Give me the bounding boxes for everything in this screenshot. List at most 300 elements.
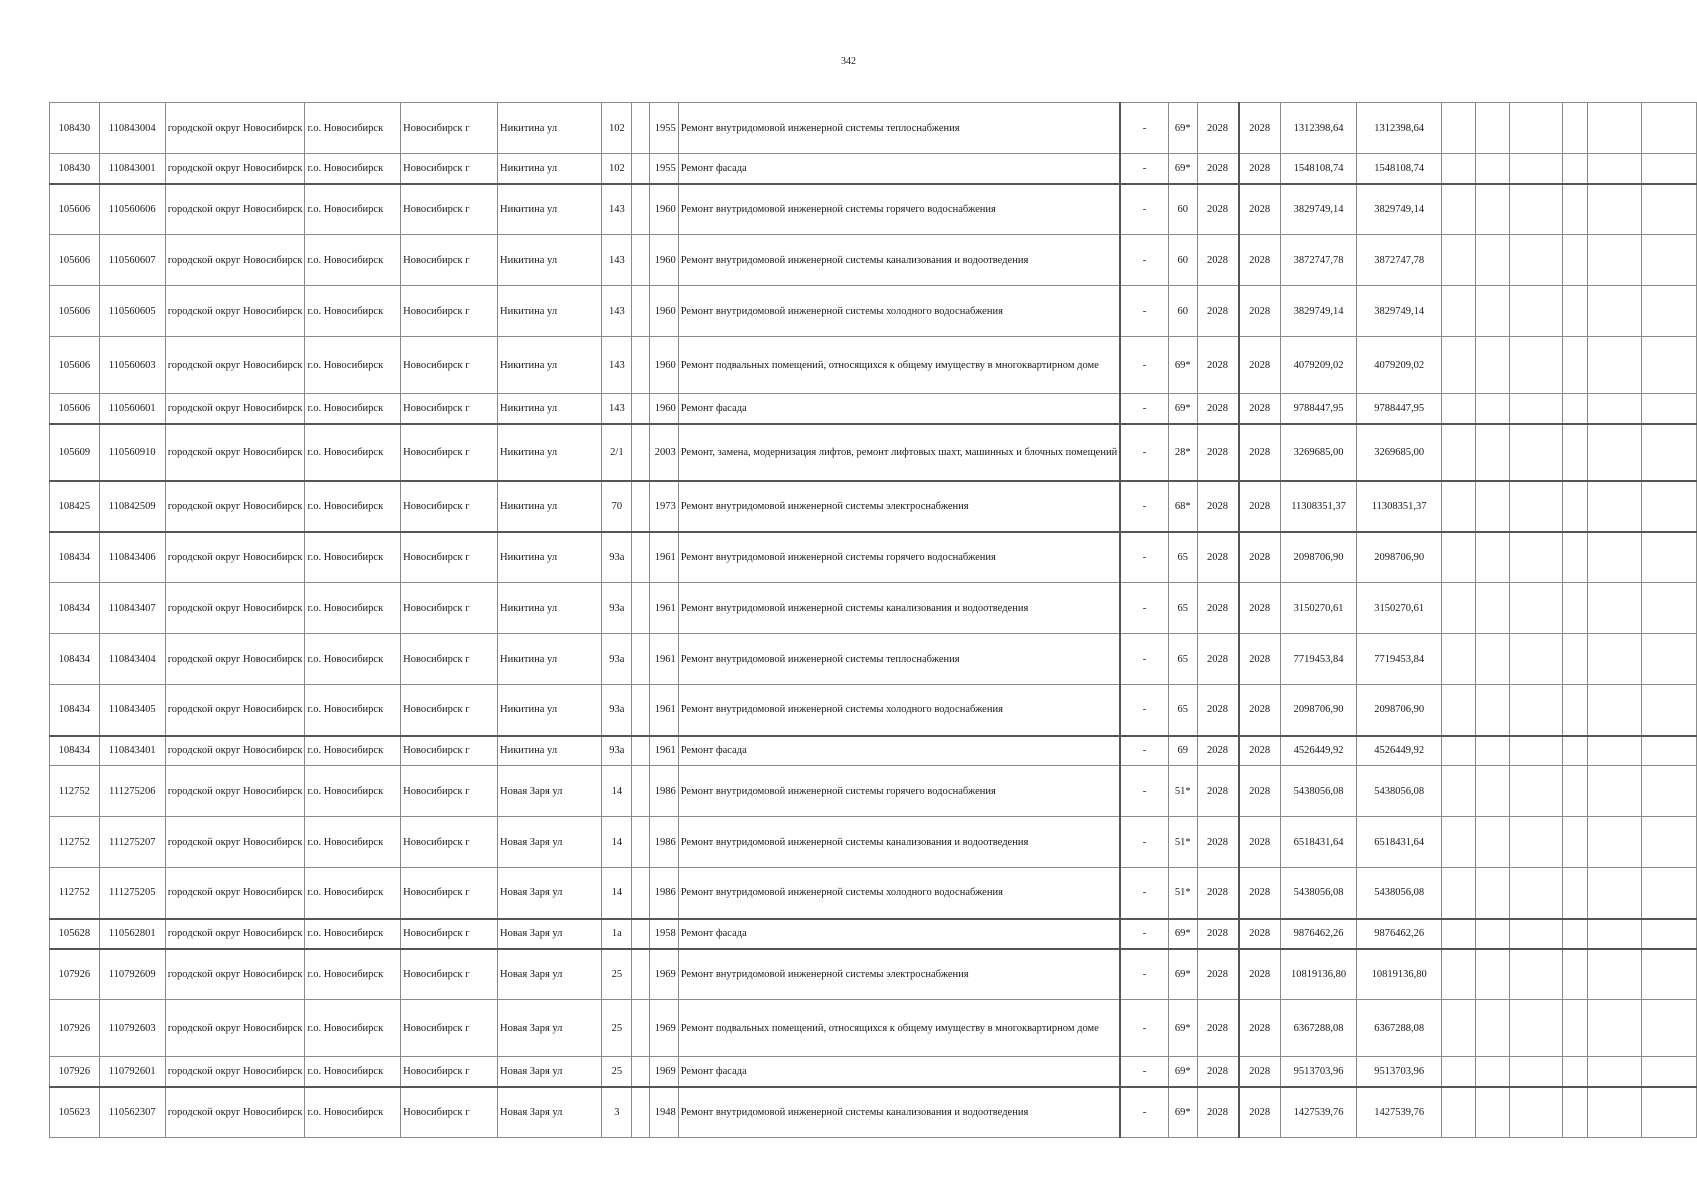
cell-c7: 3	[602, 1087, 632, 1138]
cell-c3: городской округ Новосибирск	[165, 1057, 305, 1087]
cell-c4: г.о. Новосибирск	[305, 868, 401, 919]
cell-empty	[1642, 337, 1697, 394]
cell-c16: 1312398,64	[1357, 103, 1441, 154]
table-row	[50, 154, 1697, 184]
cell-c10: Ремонт фасада	[678, 1057, 1120, 1087]
cell-c4: г.о. Новосибирск	[305, 235, 401, 286]
cell-c7: 14	[602, 817, 632, 868]
cell-c3: городской округ Новосибирск	[165, 184, 305, 235]
cell-c2: 111275207	[99, 817, 165, 868]
cell-empty	[1642, 235, 1697, 286]
cell-empty	[1562, 1000, 1587, 1057]
cell-c8	[632, 868, 650, 919]
cell-c13: 2028	[1197, 394, 1239, 424]
cell-empty	[1562, 736, 1587, 766]
cell-c11: -	[1120, 103, 1168, 154]
cell-empty	[1642, 766, 1697, 817]
cell-empty	[1562, 286, 1587, 337]
cell-c11: -	[1120, 1087, 1168, 1138]
cell-c11: -	[1120, 394, 1168, 424]
cell-c1: 108430	[50, 103, 100, 154]
cell-c1: 108434	[50, 736, 100, 766]
cell-c14: 2028	[1239, 1000, 1281, 1057]
cell-empty	[1642, 481, 1697, 532]
cell-c16: 3150270,61	[1357, 583, 1441, 634]
cell-empty	[1441, 1087, 1475, 1138]
cell-empty	[1562, 235, 1587, 286]
cell-c12: 69*	[1168, 337, 1197, 394]
cell-empty	[1562, 103, 1587, 154]
cell-empty	[1587, 685, 1641, 736]
cell-empty	[1562, 1057, 1587, 1087]
cell-c5: Новосибирск г	[401, 532, 498, 583]
cell-c7: 143	[602, 394, 632, 424]
cell-c1: 112752	[50, 766, 100, 817]
cell-c6: Никитина ул	[498, 394, 602, 424]
cell-c9: 1961	[650, 685, 679, 736]
cell-empty	[1475, 1057, 1509, 1087]
cell-c4: г.о. Новосибирск	[305, 481, 401, 532]
cell-c3: городской округ Новосибирск	[165, 736, 305, 766]
cell-c11: -	[1120, 766, 1168, 817]
cell-empty	[1642, 685, 1697, 736]
cell-c13: 2028	[1197, 424, 1239, 481]
cell-c16: 10819136,80	[1357, 949, 1441, 1000]
cell-empty	[1587, 817, 1641, 868]
cell-c1: 105606	[50, 394, 100, 424]
cell-c10: Ремонт внутридомовой инженерной системы теплоснабжения	[678, 103, 1120, 154]
cell-c2: 110843001	[99, 154, 165, 184]
cell-c15: 5438056,08	[1280, 868, 1357, 919]
cell-empty	[1587, 532, 1641, 583]
cell-c3: городской округ Новосибирск	[165, 919, 305, 949]
cell-empty	[1562, 481, 1587, 532]
cell-empty	[1441, 736, 1475, 766]
cell-c11: -	[1120, 1000, 1168, 1057]
cell-empty	[1587, 235, 1641, 286]
cell-c7: 70	[602, 481, 632, 532]
cell-c8	[632, 949, 650, 1000]
cell-c14: 2028	[1239, 736, 1281, 766]
cell-empty	[1475, 736, 1509, 766]
cell-c12: 28*	[1168, 424, 1197, 481]
table-row	[50, 685, 1697, 736]
cell-c1: 105606	[50, 337, 100, 394]
cell-c2: 110792601	[99, 1057, 165, 1087]
cell-c10: Ремонт внутридомовой инженерной системы канализования и водоотведения	[678, 583, 1120, 634]
cell-c3: городской округ Новосибирск	[165, 685, 305, 736]
cell-c12: 65	[1168, 685, 1197, 736]
cell-c7: 25	[602, 1057, 632, 1087]
cell-c12: 51*	[1168, 868, 1197, 919]
cell-c8	[632, 286, 650, 337]
cell-c12: 65	[1168, 583, 1197, 634]
cell-empty	[1441, 766, 1475, 817]
cell-c10: Ремонт внутридомовой инженерной системы электроснабжения	[678, 481, 1120, 532]
cell-c3: городской округ Новосибирск	[165, 103, 305, 154]
table-row	[50, 817, 1697, 868]
cell-c16: 1427539,76	[1357, 1087, 1441, 1138]
cell-c15: 9876462,26	[1280, 919, 1357, 949]
cell-c5: Новосибирск г	[401, 1087, 498, 1138]
cell-c6: Никитина ул	[498, 103, 602, 154]
cell-empty	[1587, 634, 1641, 685]
cell-empty	[1475, 103, 1509, 154]
cell-empty	[1562, 154, 1587, 184]
cell-c6: Новая Заря ул	[498, 1000, 602, 1057]
cell-c10: Ремонт подвальных помещений, относящихся к общему имуществу в многоквартирном доме	[678, 337, 1120, 394]
cell-c14: 2028	[1239, 949, 1281, 1000]
cell-c3: городской округ Новосибирск	[165, 337, 305, 394]
table-row	[50, 949, 1697, 1000]
cell-empty	[1587, 583, 1641, 634]
cell-c6: Никитина ул	[498, 481, 602, 532]
cell-c2: 110560601	[99, 394, 165, 424]
cell-c12: 69	[1168, 736, 1197, 766]
cell-empty	[1509, 583, 1562, 634]
cell-empty	[1475, 235, 1509, 286]
cell-c13: 2028	[1197, 736, 1239, 766]
cell-c10: Ремонт, замена, модернизация лифтов, ремонт лифтовых шахт, машинных и блочных помещений	[678, 424, 1120, 481]
cell-c1: 108434	[50, 634, 100, 685]
cell-empty	[1441, 949, 1475, 1000]
cell-empty	[1441, 919, 1475, 949]
cell-c1: 108430	[50, 154, 100, 184]
cell-c9: 1955	[650, 103, 679, 154]
cell-c5: Новосибирск г	[401, 868, 498, 919]
cell-c11: -	[1120, 685, 1168, 736]
cell-empty	[1509, 235, 1562, 286]
cell-c1: 108434	[50, 583, 100, 634]
cell-c12: 51*	[1168, 817, 1197, 868]
cell-c7: 93а	[602, 634, 632, 685]
cell-c12: 51*	[1168, 766, 1197, 817]
cell-c16: 4526449,92	[1357, 736, 1441, 766]
cell-c6: Новая Заря ул	[498, 817, 602, 868]
cell-c10: Ремонт подвальных помещений, относящихся к общему имуществу в многоквартирном доме	[678, 1000, 1120, 1057]
cell-c3: городской округ Новосибирск	[165, 235, 305, 286]
cell-c15: 4079209,02	[1280, 337, 1357, 394]
cell-c5: Новосибирск г	[401, 736, 498, 766]
cell-c7: 102	[602, 154, 632, 184]
cell-c3: городской округ Новосибирск	[165, 286, 305, 337]
cell-c11: -	[1120, 634, 1168, 685]
cell-empty	[1441, 103, 1475, 154]
cell-c13: 2028	[1197, 868, 1239, 919]
cell-c1: 108425	[50, 481, 100, 532]
cell-empty	[1441, 286, 1475, 337]
cell-empty	[1441, 154, 1475, 184]
page-number: 342	[841, 56, 856, 67]
cell-empty	[1587, 766, 1641, 817]
cell-c13: 2028	[1197, 634, 1239, 685]
cell-c14: 2028	[1239, 1057, 1281, 1087]
cell-c13: 2028	[1197, 1087, 1239, 1138]
cell-empty	[1642, 184, 1697, 235]
cell-c6: Никитина ул	[498, 337, 602, 394]
cell-c4: г.о. Новосибирск	[305, 532, 401, 583]
cell-empty	[1509, 154, 1562, 184]
cell-empty	[1509, 1087, 1562, 1138]
cell-c8	[632, 1087, 650, 1138]
cell-c2: 110562307	[99, 1087, 165, 1138]
cell-c12: 60	[1168, 235, 1197, 286]
cell-c14: 2028	[1239, 868, 1281, 919]
cell-c8	[632, 424, 650, 481]
cell-empty	[1475, 481, 1509, 532]
cell-c11: -	[1120, 736, 1168, 766]
cell-empty	[1642, 817, 1697, 868]
cell-c9: 2003	[650, 424, 679, 481]
cell-empty	[1509, 337, 1562, 394]
cell-empty	[1509, 103, 1562, 154]
cell-empty	[1509, 736, 1562, 766]
cell-c8	[632, 685, 650, 736]
cell-empty	[1475, 868, 1509, 919]
cell-c9: 1961	[650, 583, 679, 634]
cell-empty	[1642, 949, 1697, 1000]
cell-empty	[1509, 766, 1562, 817]
cell-c9: 1948	[650, 1087, 679, 1138]
table-row	[50, 1087, 1697, 1138]
cell-c8	[632, 766, 650, 817]
cell-c12: 65	[1168, 532, 1197, 583]
cell-c15: 2098706,90	[1280, 685, 1357, 736]
cell-c14: 2028	[1239, 103, 1281, 154]
cell-empty	[1642, 919, 1697, 949]
cell-c15: 3829749,14	[1280, 286, 1357, 337]
cell-c2: 110843004	[99, 103, 165, 154]
cell-c8	[632, 583, 650, 634]
cell-empty	[1441, 481, 1475, 532]
cell-c9: 1961	[650, 532, 679, 583]
cell-empty	[1441, 868, 1475, 919]
cell-c14: 2028	[1239, 184, 1281, 235]
table-row	[50, 766, 1697, 817]
cell-c16: 9876462,26	[1357, 919, 1441, 949]
cell-empty	[1587, 736, 1641, 766]
cell-c5: Новосибирск г	[401, 583, 498, 634]
cell-c3: городской округ Новосибирск	[165, 424, 305, 481]
cell-c7: 93а	[602, 685, 632, 736]
cell-c2: 110843401	[99, 736, 165, 766]
cell-c8	[632, 184, 650, 235]
table-row	[50, 394, 1697, 424]
cell-empty	[1642, 1057, 1697, 1087]
cell-empty	[1475, 286, 1509, 337]
cell-c8	[632, 103, 650, 154]
cell-empty	[1441, 583, 1475, 634]
cell-c5: Новосибирск г	[401, 481, 498, 532]
cell-c9: 1969	[650, 949, 679, 1000]
cell-empty	[1642, 103, 1697, 154]
cell-c1: 107926	[50, 1000, 100, 1057]
cell-c1: 105623	[50, 1087, 100, 1138]
cell-empty	[1587, 868, 1641, 919]
cell-c7: 143	[602, 286, 632, 337]
cell-c3: городской округ Новосибирск	[165, 949, 305, 1000]
cell-c4: г.о. Новосибирск	[305, 184, 401, 235]
cell-empty	[1509, 1000, 1562, 1057]
cell-c14: 2028	[1239, 235, 1281, 286]
cell-c11: -	[1120, 919, 1168, 949]
cell-c7: 14	[602, 868, 632, 919]
cell-empty	[1562, 634, 1587, 685]
cell-c9: 1973	[650, 481, 679, 532]
cell-c11: -	[1120, 868, 1168, 919]
cell-empty	[1587, 919, 1641, 949]
cell-c8	[632, 919, 650, 949]
cell-c8	[632, 736, 650, 766]
cell-empty	[1587, 424, 1641, 481]
cell-c16: 5438056,08	[1357, 766, 1441, 817]
table-row	[50, 868, 1697, 919]
cell-c2: 110792603	[99, 1000, 165, 1057]
cell-c12: 68*	[1168, 481, 1197, 532]
cell-c4: г.о. Новосибирск	[305, 634, 401, 685]
cell-c7: 93а	[602, 532, 632, 583]
cell-c13: 2028	[1197, 817, 1239, 868]
cell-empty	[1475, 184, 1509, 235]
cell-c12: 69*	[1168, 1087, 1197, 1138]
cell-empty	[1509, 394, 1562, 424]
cell-c5: Новосибирск г	[401, 949, 498, 1000]
cell-c16: 3872747,78	[1357, 235, 1441, 286]
cell-empty	[1562, 583, 1587, 634]
cell-c16: 4079209,02	[1357, 337, 1441, 394]
cell-c4: г.о. Новосибирск	[305, 817, 401, 868]
cell-c3: городской округ Новосибирск	[165, 868, 305, 919]
cell-c2: 111275205	[99, 868, 165, 919]
cell-empty	[1642, 532, 1697, 583]
table-row	[50, 103, 1697, 154]
cell-c14: 2028	[1239, 481, 1281, 532]
cell-c13: 2028	[1197, 154, 1239, 184]
cell-c1: 108434	[50, 532, 100, 583]
cell-empty	[1587, 1000, 1641, 1057]
cell-c2: 110560603	[99, 337, 165, 394]
cell-c6: Никитина ул	[498, 634, 602, 685]
cell-c9: 1960	[650, 235, 679, 286]
cell-c1: 112752	[50, 817, 100, 868]
cell-empty	[1441, 634, 1475, 685]
cell-empty	[1475, 634, 1509, 685]
cell-c2: 111275206	[99, 766, 165, 817]
cell-c6: Новая Заря ул	[498, 1057, 602, 1087]
cell-c10: Ремонт внутридомовой инженерной системы горячего водоснабжения	[678, 766, 1120, 817]
cell-c6: Никитина ул	[498, 736, 602, 766]
table-row	[50, 235, 1697, 286]
cell-c3: городской округ Новосибирск	[165, 154, 305, 184]
cell-c10: Ремонт внутридомовой инженерной системы холодного водоснабжения	[678, 868, 1120, 919]
cell-empty	[1562, 394, 1587, 424]
cell-c4: г.о. Новосибирск	[305, 1000, 401, 1057]
cell-empty	[1509, 532, 1562, 583]
cell-c12: 69*	[1168, 394, 1197, 424]
cell-c1: 112752	[50, 868, 100, 919]
cell-c7: 93а	[602, 736, 632, 766]
cell-c14: 2028	[1239, 532, 1281, 583]
cell-empty	[1475, 766, 1509, 817]
cell-c4: г.о. Новосибирск	[305, 1057, 401, 1087]
cell-c14: 2028	[1239, 337, 1281, 394]
cell-c10: Ремонт внутридомовой инженерной системы канализования и водоотведения	[678, 1087, 1120, 1138]
cell-c7: 102	[602, 103, 632, 154]
cell-c9: 1969	[650, 1057, 679, 1087]
cell-c7: 143	[602, 235, 632, 286]
cell-c12: 69*	[1168, 154, 1197, 184]
cell-c2: 110560605	[99, 286, 165, 337]
cell-empty	[1642, 424, 1697, 481]
cell-empty	[1475, 532, 1509, 583]
cell-c12: 60	[1168, 184, 1197, 235]
cell-empty	[1562, 766, 1587, 817]
cell-c9: 1986	[650, 817, 679, 868]
cell-c10: Ремонт фасада	[678, 919, 1120, 949]
cell-empty	[1475, 685, 1509, 736]
cell-c7: 143	[602, 337, 632, 394]
cell-empty	[1562, 184, 1587, 235]
cell-c5: Новосибирск г	[401, 184, 498, 235]
cell-c8	[632, 481, 650, 532]
cell-empty	[1562, 1087, 1587, 1138]
cell-c5: Новосибирск г	[401, 394, 498, 424]
cell-empty	[1475, 394, 1509, 424]
cell-c12: 60	[1168, 286, 1197, 337]
cell-c5: Новосибирск г	[401, 1057, 498, 1087]
cell-c15: 9788447,95	[1280, 394, 1357, 424]
cell-c14: 2028	[1239, 685, 1281, 736]
cell-c1: 105606	[50, 286, 100, 337]
cell-c14: 2028	[1239, 766, 1281, 817]
cell-c8	[632, 1057, 650, 1087]
cell-empty	[1509, 949, 1562, 1000]
cell-empty	[1642, 1000, 1697, 1057]
cell-c10: Ремонт фасада	[678, 736, 1120, 766]
cell-c15: 3150270,61	[1280, 583, 1357, 634]
cell-empty	[1509, 919, 1562, 949]
cell-c13: 2028	[1197, 235, 1239, 286]
cell-c5: Новосибирск г	[401, 424, 498, 481]
cell-empty	[1509, 634, 1562, 685]
cell-empty	[1562, 949, 1587, 1000]
capital-repair-table	[49, 102, 1697, 1138]
cell-c6: Никитина ул	[498, 184, 602, 235]
cell-empty	[1441, 235, 1475, 286]
cell-c15: 1312398,64	[1280, 103, 1357, 154]
table-row	[50, 919, 1697, 949]
cell-c8	[632, 817, 650, 868]
cell-empty	[1441, 685, 1475, 736]
cell-empty	[1509, 184, 1562, 235]
cell-c13: 2028	[1197, 766, 1239, 817]
cell-c10: Ремонт внутридомовой инженерной системы канализования и водоотведения	[678, 817, 1120, 868]
cell-c9: 1958	[650, 919, 679, 949]
cell-empty	[1509, 817, 1562, 868]
table-row	[50, 736, 1697, 766]
table-row	[50, 634, 1697, 685]
cell-empty	[1509, 481, 1562, 532]
cell-c8	[632, 1000, 650, 1057]
cell-c6: Новая Заря ул	[498, 766, 602, 817]
cell-c3: городской округ Новосибирск	[165, 583, 305, 634]
cell-c13: 2028	[1197, 1057, 1239, 1087]
cell-c4: г.о. Новосибирск	[305, 337, 401, 394]
cell-c1: 105606	[50, 184, 100, 235]
cell-empty	[1475, 583, 1509, 634]
cell-c13: 2028	[1197, 103, 1239, 154]
cell-c1: 105609	[50, 424, 100, 481]
